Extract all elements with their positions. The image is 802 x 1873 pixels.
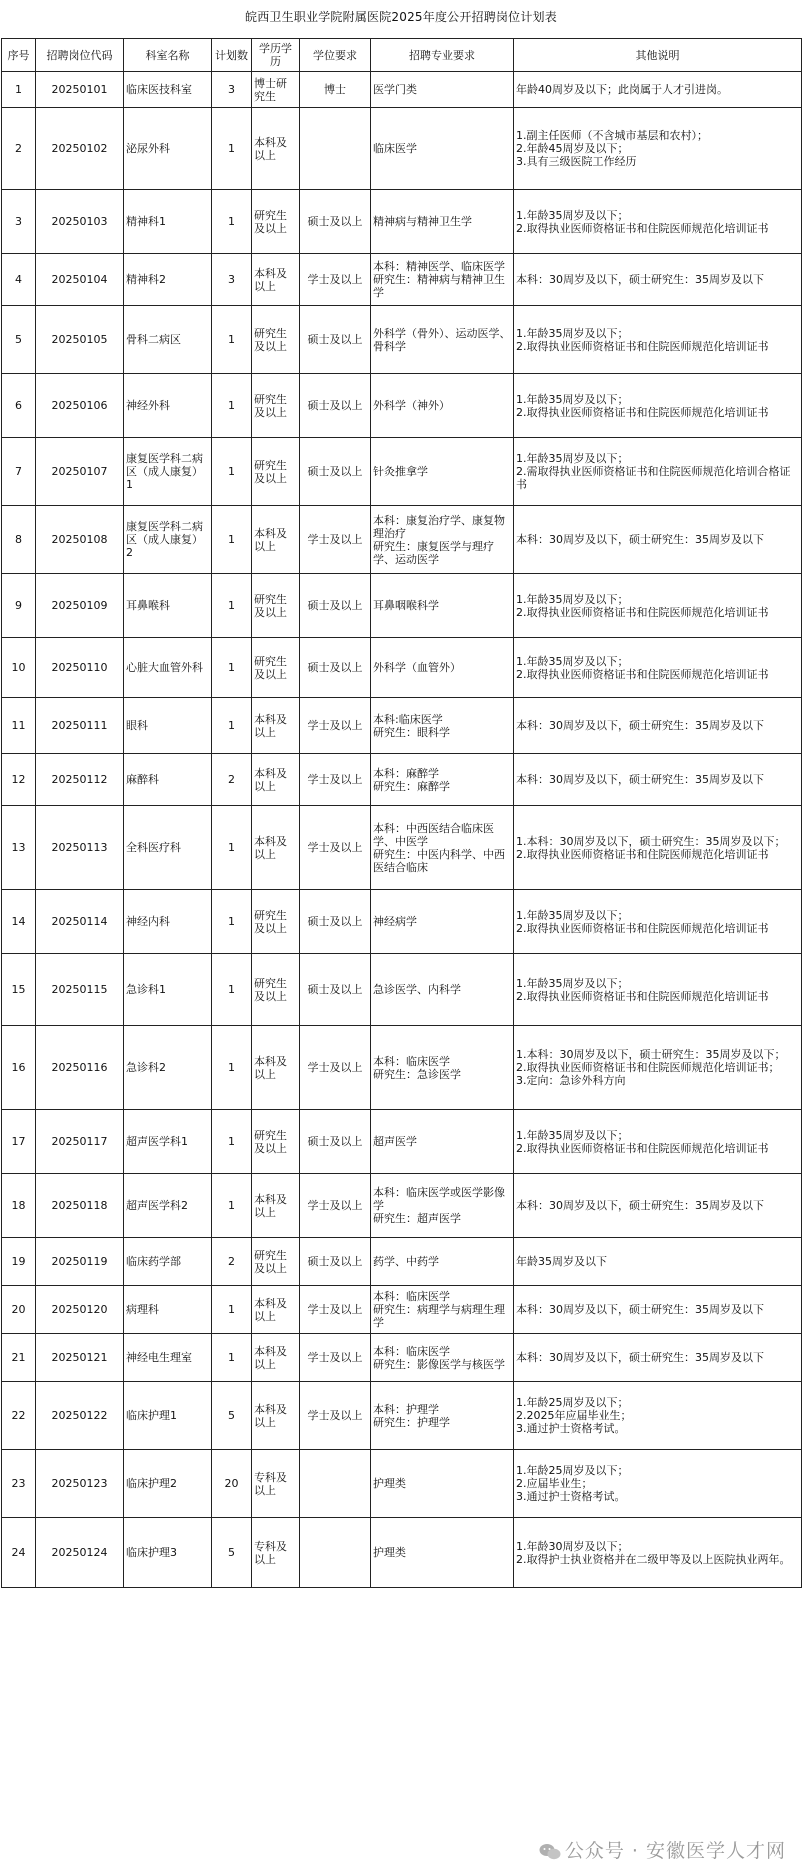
cell-dept: 耳鼻喉科: [124, 574, 212, 638]
cell-other: 本科：30周岁及以下，硕士研究生：35周岁及以下: [514, 506, 802, 574]
cell-major: 护理类: [371, 1518, 514, 1588]
cell-num: 5: [212, 1518, 252, 1588]
cell-other: 1.年龄35周岁及以下； 2.取得执业医师资格证书和住院医师规范化培训证书: [514, 890, 802, 954]
cell-code: 20250124: [36, 1518, 124, 1588]
cell-degree: 硕士及以上: [300, 438, 371, 506]
table-row: [2, 190, 802, 254]
cell-major: 本科：康复治疗学、康复物理治疗 研究生：康复医学与理疗学、运动医学: [371, 506, 514, 574]
table-row: [2, 698, 802, 754]
table-row: [2, 1450, 802, 1518]
cell-dept: 超声医学科2: [124, 1174, 212, 1238]
cell-edu: 专科及以上: [252, 1450, 300, 1518]
cell-dept: 精神科2: [124, 254, 212, 306]
cell-dept: 超声医学科1: [124, 1110, 212, 1174]
cell-no: 2: [2, 108, 36, 190]
cell-code: 20250122: [36, 1382, 124, 1450]
cell-other: 本科：30周岁及以下，硕士研究生：35周岁及以下: [514, 1286, 802, 1334]
cell-code: 20250106: [36, 374, 124, 438]
table-row: [2, 1238, 802, 1286]
cell-code: 20250111: [36, 698, 124, 754]
cell-degree: 硕士及以上: [300, 1238, 371, 1286]
header-cell: 学历学历: [252, 39, 300, 72]
recruitment-table: [1, 38, 802, 1588]
cell-major: 超声医学: [371, 1110, 514, 1174]
cell-degree: 学士及以上: [300, 1334, 371, 1382]
cell-no: 16: [2, 1026, 36, 1110]
cell-code: 20250114: [36, 890, 124, 954]
header-cell: 序号: [2, 39, 36, 72]
cell-other: 本科：30周岁及以下，硕士研究生：35周岁及以下: [514, 254, 802, 306]
cell-code: 20250109: [36, 574, 124, 638]
cell-code: 20250118: [36, 1174, 124, 1238]
cell-major: 针灸推拿学: [371, 438, 514, 506]
cell-code: 20250112: [36, 754, 124, 806]
cell-major: 本科：临床医学 研究生：影像医学与核医学: [371, 1334, 514, 1382]
table-row: [2, 954, 802, 1026]
cell-edu: 研究生及以上: [252, 374, 300, 438]
cell-degree: 硕士及以上: [300, 638, 371, 698]
cell-other: 1.本科：30周岁及以下，硕士研究生：35周岁及以下； 2.取得执业医师资格证书和住院医师规范化培训证书； 3.定向：急诊外科方向: [514, 1026, 802, 1110]
cell-no: 11: [2, 698, 36, 754]
cell-dept: 眼科: [124, 698, 212, 754]
cell-other: 1.年龄35周岁及以下； 2.取得执业医师资格证书和住院医师规范化培训证书: [514, 574, 802, 638]
cell-no: 18: [2, 1174, 36, 1238]
cell-edu: 研究生及以上: [252, 890, 300, 954]
cell-degree: 博士: [300, 72, 371, 108]
cell-no: 15: [2, 954, 36, 1026]
cell-code: 20250115: [36, 954, 124, 1026]
cell-dept: 临床护理3: [124, 1518, 212, 1588]
table-row: [2, 638, 802, 698]
cell-code: 20250110: [36, 638, 124, 698]
header-cell: 其他说明: [514, 39, 802, 72]
table-row: [2, 72, 802, 108]
table-row: [2, 806, 802, 890]
cell-other: 本科：30周岁及以下，硕士研究生：35周岁及以下: [514, 698, 802, 754]
cell-dept: 骨科二病区: [124, 306, 212, 374]
cell-degree: 硕士及以上: [300, 1110, 371, 1174]
cell-other: 1.副主任医师（不含城市基层和农村）； 2.年龄45周岁及以下； 3.具有三级医院工作经历: [514, 108, 802, 190]
cell-num: 1: [212, 306, 252, 374]
cell-dept: 全科医疗科: [124, 806, 212, 890]
cell-num: 20: [212, 1450, 252, 1518]
cell-other: 1.年龄25周岁及以下； 2.2025年应届毕业生； 3.通过护士资格考试。: [514, 1382, 802, 1450]
cell-major: 本科：精神医学、临床医学 研究生：精神病与精神卫生学: [371, 254, 514, 306]
table-row: [2, 306, 802, 374]
cell-no: 6: [2, 374, 36, 438]
table-row: [2, 1518, 802, 1588]
table-row: [2, 1026, 802, 1110]
cell-edu: 研究生及以上: [252, 1110, 300, 1174]
cell-major: 护理类: [371, 1450, 514, 1518]
table-row: [2, 574, 802, 638]
cell-edu: 研究生及以上: [252, 954, 300, 1026]
cell-dept: 神经外科: [124, 374, 212, 438]
cell-no: 8: [2, 506, 36, 574]
table-row: [2, 438, 802, 506]
cell-num: 3: [212, 72, 252, 108]
cell-major: 本科：护理学 研究生：护理学: [371, 1382, 514, 1450]
cell-code: 20250113: [36, 806, 124, 890]
cell-other: 1.年龄25周岁及以下； 2.应届毕业生； 3.通过护士资格考试。: [514, 1450, 802, 1518]
cell-dept: 泌尿外科: [124, 108, 212, 190]
cell-no: 5: [2, 306, 36, 374]
cell-edu: 研究生及以上: [252, 306, 300, 374]
cell-dept: 临床护理2: [124, 1450, 212, 1518]
cell-no: 1: [2, 72, 36, 108]
watermark-text: 公众号 · 安徽医学人才网: [564, 1840, 786, 1862]
cell-other: 1.年龄35周岁及以下； 2.取得执业医师资格证书和住院医师规范化培训证书: [514, 306, 802, 374]
cell-num: 1: [212, 574, 252, 638]
cell-no: 23: [2, 1450, 36, 1518]
header-cell: 招聘岗位代码: [36, 39, 124, 72]
cell-num: 1: [212, 638, 252, 698]
cell-dept: 麻醉科: [124, 754, 212, 806]
cell-degree: [300, 1450, 371, 1518]
cell-num: 1: [212, 698, 252, 754]
cell-edu: 研究生及以上: [252, 574, 300, 638]
cell-no: 10: [2, 638, 36, 698]
cell-degree: 学士及以上: [300, 806, 371, 890]
cell-degree: 学士及以上: [300, 1286, 371, 1334]
cell-num: 2: [212, 1238, 252, 1286]
cell-code: 20250102: [36, 108, 124, 190]
cell-dept: 神经内科: [124, 890, 212, 954]
table-row: [2, 1174, 802, 1238]
cell-dept: 精神科1: [124, 190, 212, 254]
table-row: [2, 254, 802, 306]
table-row: [2, 108, 802, 190]
cell-num: 1: [212, 374, 252, 438]
cell-other: 1.年龄35周岁及以下； 2.取得执业医师资格证书和住院医师规范化培训证书: [514, 954, 802, 1026]
table-row: [2, 890, 802, 954]
cell-major: 本科:临床医学 研究生：眼科学: [371, 698, 514, 754]
cell-num: 1: [212, 190, 252, 254]
cell-major: 神经病学: [371, 890, 514, 954]
cell-edu: 本科及以上: [252, 698, 300, 754]
cell-dept: 心脏大血管外科: [124, 638, 212, 698]
cell-code: 20250121: [36, 1334, 124, 1382]
cell-num: 1: [212, 108, 252, 190]
cell-dept: 康复医学科二病区（成人康复）2: [124, 506, 212, 574]
cell-edu: 研究生及以上: [252, 190, 300, 254]
cell-degree: [300, 1518, 371, 1588]
cell-dept: 临床护理1: [124, 1382, 212, 1450]
watermark: [539, 1836, 786, 1863]
cell-degree: 硕士及以上: [300, 574, 371, 638]
cell-degree: 学士及以上: [300, 698, 371, 754]
cell-other: 1.本科：30周岁及以下，硕士研究生：35周岁及以下； 2.取得执业医师资格证书和住院医师规范化培训证书: [514, 806, 802, 890]
cell-no: 7: [2, 438, 36, 506]
cell-code: 20250104: [36, 254, 124, 306]
cell-no: 4: [2, 254, 36, 306]
wechat-icon: [539, 1843, 561, 1861]
cell-edu: 研究生及以上: [252, 438, 300, 506]
cell-degree: 硕士及以上: [300, 374, 371, 438]
cell-major: 外科学（血管外）: [371, 638, 514, 698]
cell-degree: 学士及以上: [300, 1026, 371, 1110]
cell-edu: 博士研究生: [252, 72, 300, 108]
cell-degree: 学士及以上: [300, 506, 371, 574]
header-cell: 招聘专业要求: [371, 39, 514, 72]
table-row: [2, 754, 802, 806]
cell-edu: 本科及以上: [252, 754, 300, 806]
cell-code: 20250123: [36, 1450, 124, 1518]
cell-degree: 硕士及以上: [300, 954, 371, 1026]
table-row: [2, 1382, 802, 1450]
cell-num: 1: [212, 954, 252, 1026]
cell-other: 年龄40周岁及以下；此岗属于人才引进岗。: [514, 72, 802, 108]
cell-num: 3: [212, 254, 252, 306]
cell-degree: 硕士及以上: [300, 890, 371, 954]
cell-dept: 急诊科2: [124, 1026, 212, 1110]
cell-num: 1: [212, 438, 252, 506]
cell-num: 1: [212, 1286, 252, 1334]
cell-no: 3: [2, 190, 36, 254]
cell-other: 本科：30周岁及以下，硕士研究生：35周岁及以下: [514, 1334, 802, 1382]
cell-major: 临床医学: [371, 108, 514, 190]
table-row: [2, 1110, 802, 1174]
table-row: [2, 506, 802, 574]
cell-dept: 神经电生理室: [124, 1334, 212, 1382]
cell-num: 1: [212, 890, 252, 954]
cell-dept: 病理科: [124, 1286, 212, 1334]
cell-code: 20250107: [36, 438, 124, 506]
cell-no: 19: [2, 1238, 36, 1286]
cell-num: 2: [212, 754, 252, 806]
table-row: [2, 374, 802, 438]
cell-dept: 急诊科1: [124, 954, 212, 1026]
cell-edu: 本科及以上: [252, 1174, 300, 1238]
cell-num: 5: [212, 1382, 252, 1450]
header-cell: 计划数: [212, 39, 252, 72]
cell-other: 1.年龄35周岁及以下； 2.取得执业医师资格证书和住院医师规范化培训证书: [514, 190, 802, 254]
cell-edu: 本科及以上: [252, 1286, 300, 1334]
page-title: 皖西卫生职业学院附属医院2025年度公开招聘岗位计划表: [245, 10, 557, 24]
cell-code: 20250116: [36, 1026, 124, 1110]
cell-edu: 研究生及以上: [252, 1238, 300, 1286]
cell-no: 12: [2, 754, 36, 806]
cell-degree: 硕士及以上: [300, 190, 371, 254]
cell-edu: 本科及以上: [252, 254, 300, 306]
cell-code: 20250119: [36, 1238, 124, 1286]
cell-major: 外科学（骨外）、运动医学、骨科学: [371, 306, 514, 374]
cell-edu: 本科及以上: [252, 506, 300, 574]
cell-dept: 临床药学部: [124, 1238, 212, 1286]
cell-no: 22: [2, 1382, 36, 1450]
cell-edu: 研究生及以上: [252, 638, 300, 698]
cell-other: 年龄35周岁及以下: [514, 1238, 802, 1286]
header-cell: 科室名称: [124, 39, 212, 72]
cell-dept: 康复医学科二病区（成人康复）1: [124, 438, 212, 506]
cell-edu: 本科及以上: [252, 1382, 300, 1450]
cell-edu: 本科及以上: [252, 1026, 300, 1110]
cell-other: 本科：30周岁及以下，硕士研究生：35周岁及以下: [514, 754, 802, 806]
cell-major: 耳鼻咽喉科学: [371, 574, 514, 638]
cell-degree: 学士及以上: [300, 254, 371, 306]
cell-major: 精神病与精神卫生学: [371, 190, 514, 254]
cell-code: 20250105: [36, 306, 124, 374]
cell-other: 本科：30周岁及以下，硕士研究生：35周岁及以下: [514, 1174, 802, 1238]
cell-no: 21: [2, 1334, 36, 1382]
cell-major: 药学、中药学: [371, 1238, 514, 1286]
cell-num: 1: [212, 1026, 252, 1110]
cell-degree: 学士及以上: [300, 1382, 371, 1450]
cell-major: 本科：中西医结合临床医学、中医学 研究生：中医内科学、中西医结合临床: [371, 806, 514, 890]
cell-degree: 学士及以上: [300, 754, 371, 806]
cell-no: 14: [2, 890, 36, 954]
cell-num: 1: [212, 506, 252, 574]
cell-num: 1: [212, 1174, 252, 1238]
cell-num: 1: [212, 1334, 252, 1382]
table-header-row: [2, 39, 802, 72]
cell-edu: 本科及以上: [252, 108, 300, 190]
cell-major: 本科：临床医学或医学影像学 研究生：超声医学: [371, 1174, 514, 1238]
cell-num: 1: [212, 806, 252, 890]
cell-code: 20250103: [36, 190, 124, 254]
cell-dept: 临床医技科室: [124, 72, 212, 108]
cell-other: 1.年龄35周岁及以下； 2.取得执业医师资格证书和住院医师规范化培训证书: [514, 1110, 802, 1174]
cell-code: 20250108: [36, 506, 124, 574]
cell-code: 20250117: [36, 1110, 124, 1174]
cell-other: 1.年龄30周岁及以下； 2.取得护士执业资格并在二级甲等及以上医院执业两年。: [514, 1518, 802, 1588]
cell-other: 1.年龄35周岁及以下； 2.取得执业医师资格证书和住院医师规范化培训证书: [514, 374, 802, 438]
cell-major: 本科：临床医学 研究生：病理学与病理生理学: [371, 1286, 514, 1334]
cell-degree: [300, 108, 371, 190]
cell-code: 20250101: [36, 72, 124, 108]
cell-degree: 学士及以上: [300, 1174, 371, 1238]
cell-major: 本科：临床医学 研究生：急诊医学: [371, 1026, 514, 1110]
cell-code: 20250120: [36, 1286, 124, 1334]
header-cell: 学位要求: [300, 39, 371, 72]
cell-no: 13: [2, 806, 36, 890]
cell-other: 1.年龄35周岁及以下； 2.取得执业医师资格证书和住院医师规范化培训证书: [514, 638, 802, 698]
cell-major: 急诊医学、内科学: [371, 954, 514, 1026]
table-row: [2, 1286, 802, 1334]
cell-no: 9: [2, 574, 36, 638]
cell-major: 外科学（神外）: [371, 374, 514, 438]
cell-other: 1.年龄35周岁及以下； 2.需取得执业医师资格证书和住院医师规范化培训合格证书: [514, 438, 802, 506]
cell-edu: 本科及以上: [252, 806, 300, 890]
cell-no: 20: [2, 1286, 36, 1334]
cell-degree: 硕士及以上: [300, 306, 371, 374]
cell-no: 17: [2, 1110, 36, 1174]
cell-major: 本科：麻醉学 研究生：麻醉学: [371, 754, 514, 806]
table-row: [2, 1334, 802, 1382]
cell-edu: 专科及以上: [252, 1518, 300, 1588]
cell-num: 1: [212, 1110, 252, 1174]
cell-major: 医学门类: [371, 72, 514, 108]
cell-no: 24: [2, 1518, 36, 1588]
cell-edu: 本科及以上: [252, 1334, 300, 1382]
